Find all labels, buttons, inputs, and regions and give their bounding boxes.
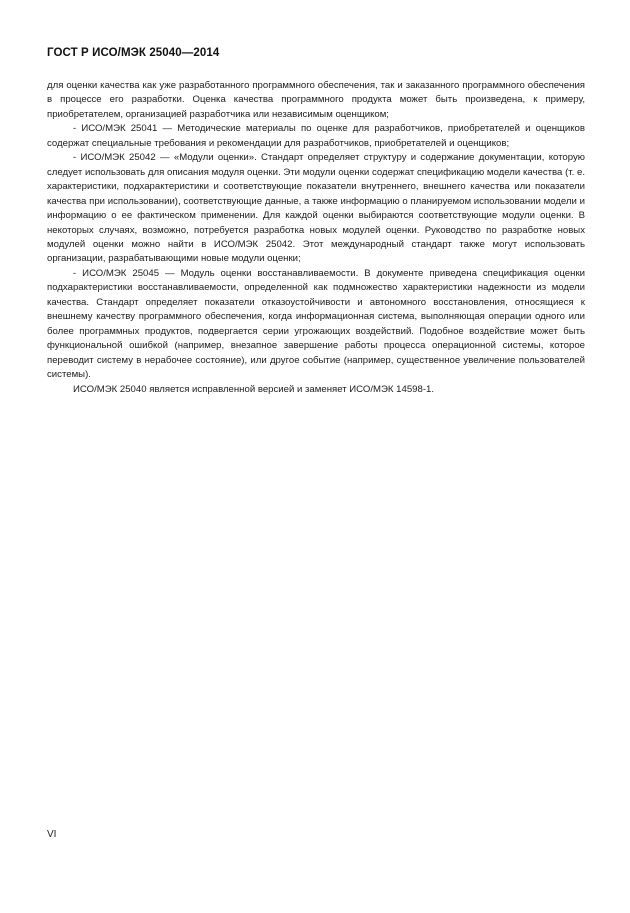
paragraph-iso-25042: - ИСО/МЭК 25042 — «Модули оценки». Стандарт определяет структуру и содержание документации, которую следует использовать для описания модуля оценки. Эти модули оценки содержат спецификацию модели качества (т. е. характеристики, подхарактеристики и соответствующие показатели внутреннего, внешнего качества или показатели качества при использовании), соответствующие данные, а также информацию о планируемом использовании модели и информацию о ее фактическом применении. Для каждой оценки выбираются соответствующие модули оценки. В некоторых случаях, возможно, потребуется разработка новых модулей оценки. Руководство по разработке новых модулей оценки можно найти в ИСО/МЭК 25042. Этот международный стандарт также могут использовать организации, разрабатывающими новые модули оценки; xyxy=(47,152,585,265)
document-body xyxy=(47,79,585,397)
paragraph-iso-25045: - ИСО/МЭК 25045 — Модуль оценки восстанавливаемости. В документе приведена спецификация оценки подхарактеристики восстанавливаемости, определенной как подмножество характеристики надежности из модели качества. Стандарт определяет показатели отказоустойчивости и автономного восстановления, относящиеся к внешнему качеству программного обеспечения, когда информационная система, выполняющая операции одного или более программных продуктов, подвергается серии угрожающих воздействий. Подобное воздействие может быть функциональной ошибкой (например, внезапное завершение работы процесса операционной системы, которое переводит систему в нерабочее состояние), или другое событие (например, существенное увеличение пользователей системы). xyxy=(47,267,585,381)
paragraph-continuation: для оценки качества как уже разработанного программного обеспечения, так и заказанного программного обеспечения в процессе его разработки. Оценка качества программного продукта может быть произведена, к примеру, приобретателем, организацией разработчика или независимым оценщиком; xyxy=(47,80,585,120)
page-number: VI xyxy=(47,829,57,840)
paragraph-iso-25041: - ИСО/МЭК 25041 — Методические материалы по оценке для разработчиков, приобретателей и оценщиков содержат специальные требования и рекомендации для разработчиков, приобретателей и оценщиков; xyxy=(47,123,585,149)
paragraph-iso-25040-note: ИСО/МЭК 25040 является исправленной версией и заменяет ИСО/МЭК 14598-1. xyxy=(73,383,435,395)
page-header: ГОСТ Р ИСО/МЭК 25040—2014 xyxy=(47,47,220,59)
